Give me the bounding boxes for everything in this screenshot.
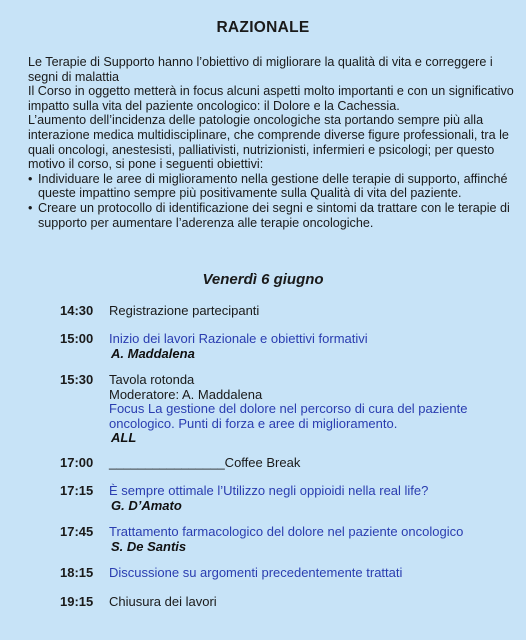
objective-item: • Individuare le aree di miglioramento nella gestione delle terapie di supporto, affinché queste impattino sempre più positivamente sulla Qualità di vita del paziente. [28,172,520,201]
session-title: Registrazione partecipanti [109,303,260,318]
intro-paragraph: L’aumento dell’incidenza delle patologie oncologiche sta portando sempre più alla interazione medica multidisciplinare, che comprende diverse figure professionali, tra le quali oncologi, anestesisti, palliativisti, nutrizionisti, infermieri e psicologi; per questo motivo il corso, si pone i seguenti obiettivi: [28,113,509,172]
session-time: 14:30 [60,303,94,318]
section-title: RAZIONALE [216,19,310,36]
rationale-text [28,55,520,230]
session-title: ________________Coffee Break [109,455,301,470]
session-time: 17:15 [60,483,94,498]
session-time: 17:00 [60,455,94,470]
day-heading: Venerdì 6 giugno [202,271,324,288]
session-title: Discussione su argomenti precedentemente trattati [109,565,403,580]
session-title: Inizio dei lavori Razionale e obiettivi formativi [109,331,368,346]
intro-paragraph: Le Terapie di Supporto hanno l’obiettivo di migliorare la qualità di vita e correggere i segni di malattia [28,55,493,84]
intro-paragraph: Il Corso in oggetto metterà in focus alcuni aspetti molto importanti e con un significativo impatto sulla vita del paziente oncologico: il Dolore e la Cachessia. [28,84,514,113]
session-focus: Focus La gestione del dolore nel percorso di cura del paziente [109,401,468,416]
session-speaker: A. Maddalena [111,345,195,361]
session-title: Tavola rotonda [109,372,195,387]
session-time: 18:15 [60,565,94,580]
session-time: 19:15 [60,594,94,609]
session-moderator: Moderatore: A. Maddalena [109,386,263,402]
session-title: Chiusura dei lavori [109,594,217,609]
session-speaker: G. D’Amato [111,497,182,513]
session-title: Trattamento farmacologico del dolore nel paziente oncologico [109,524,464,539]
session-speaker: ALL [111,430,137,445]
session-speaker: S. De Santis [111,538,187,554]
session-focus: oncologico. Punti di forza e aree di miglioramento. [109,415,398,431]
session-title: È sempre ottimale l’Utilizzo negli oppioidi nella real life? [109,483,429,498]
session-time: 17:45 [60,524,94,539]
session-time: 15:30 [60,372,94,387]
objectives-list [28,172,520,230]
session-time: 15:00 [60,331,94,346]
objective-item: • Creare un protocollo di identificazione dei segni e sintomi da trattare con le terapie di supporto per aumentare l’aderenza alle terapie oncologiche. [28,201,520,230]
